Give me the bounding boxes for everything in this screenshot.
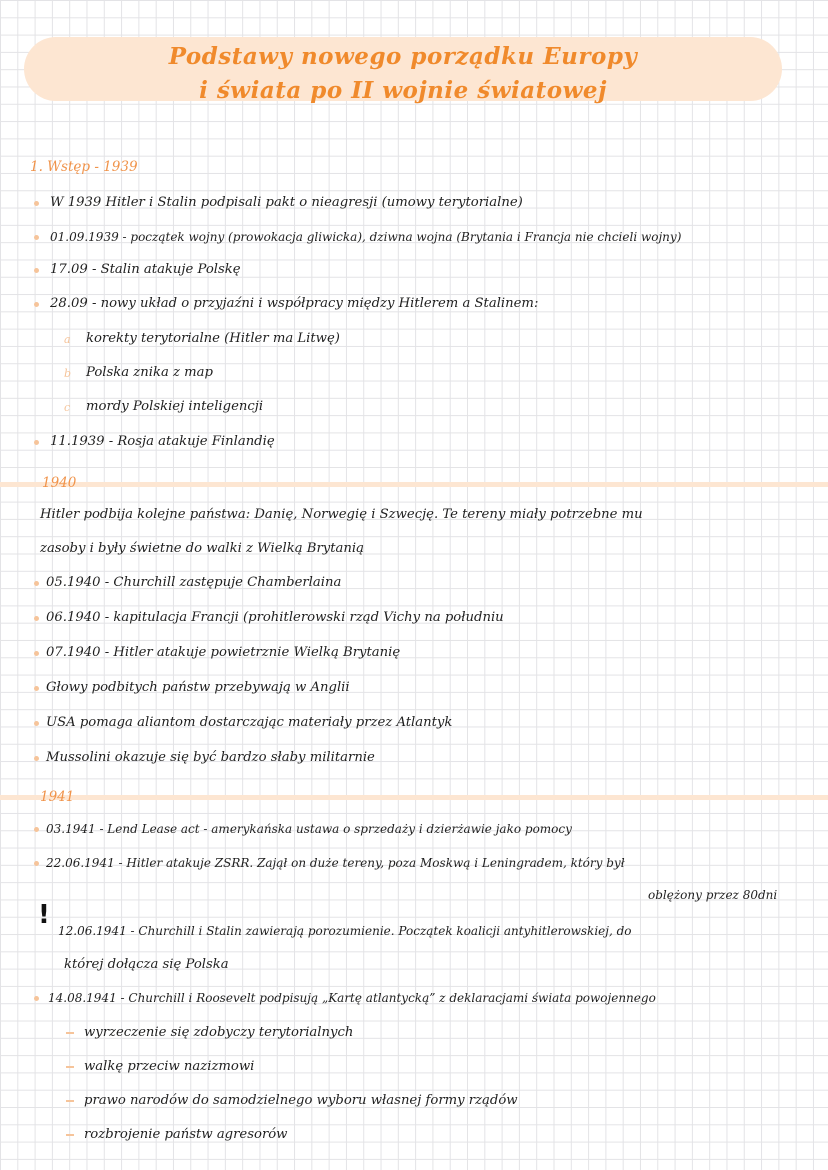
list-marker-a: a — [64, 333, 71, 346]
bullet-dot — [34, 996, 39, 1001]
list-dash — [66, 1066, 74, 1068]
bullet-dot — [34, 756, 39, 761]
list-dash — [66, 1134, 74, 1136]
list-marker-b: b — [64, 367, 72, 380]
note-line-continued: oblężony przez 80dni — [648, 888, 778, 902]
note-line: 11.1939 - Rosja atakuje Finlandię — [50, 434, 275, 449]
list-dash — [66, 1100, 74, 1102]
note-line: W 1939 Hitler i Stalin podpisali pakt o nieagresji (umowy terytorialne) — [50, 195, 523, 210]
note-subitem: Polska znika z map — [86, 365, 213, 380]
note-line: 01.09.1939 - początek wojny (prowokacja gliwicka), dziwna wojna (Brytania i Francja nie chcieli wojny) — [50, 230, 682, 244]
note-subitem: mordy Polskiej inteligencji — [86, 399, 264, 414]
bullet-dot — [34, 235, 39, 240]
bullet-dot — [34, 581, 39, 586]
bullet-dot — [34, 616, 39, 621]
bullet-dot — [34, 201, 39, 206]
note-line: 06.1940 - kapitulacja Francji (prohitlerowski rząd Vichy na południu — [46, 610, 504, 625]
note-subitem: korekty terytorialne (Hitler ma Litwę) — [86, 331, 340, 346]
note-subitem: wyrzeczenie się zdobyczy terytorialnych — [84, 1025, 354, 1040]
note-line: Głowy podbitych państw przebywają w Anglii — [46, 680, 350, 695]
note-line: 12.06.1941 - Churchill i Stalin zawierają porozumienie. Początek koalicji antyhitlerowskiej, do — [58, 924, 632, 938]
note-subitem: rozbrojenie państw agresorów — [84, 1127, 288, 1142]
note-line: zasoby i były świetne do walki z Wielką Brytanią — [40, 541, 364, 556]
page-title — [24, 40, 782, 108]
bullet-dot — [34, 686, 39, 691]
exclamation-icon: ! — [38, 900, 50, 930]
list-dash — [66, 1032, 74, 1034]
bullet-dot — [34, 440, 39, 445]
note-line: Mussolini okazuje się być bardzo słaby militarnie — [46, 750, 375, 765]
list-marker-c: c — [64, 401, 71, 414]
note-line: 28.09 - nowy układ o przyjaźni i współpracy między Hitlerem a Stalinem: — [50, 296, 539, 311]
bullet-dot — [34, 827, 39, 832]
note-line: 17.09 - Stalin atakuje Polskę — [50, 262, 241, 277]
section-heading-intro: 1. Wstęp - 1939 — [30, 159, 138, 175]
section-heading-1940: 1940 — [42, 475, 77, 491]
section-divider — [0, 482, 828, 487]
title-line-2: i świata po II wojnie światowej — [199, 77, 607, 104]
note-line: 14.08.1941 - Churchill i Roosevelt podpisują „Kartę atlantycką” z deklaracjami świata powojennego — [48, 991, 656, 1005]
note-subitem: walkę przeciw nazizmowi — [84, 1059, 255, 1074]
section-heading-1941: 1941 — [40, 789, 75, 805]
note-line-continued: której dołącza się Polska — [64, 957, 229, 972]
bullet-dot — [34, 268, 39, 273]
note-line: 05.1940 - Churchill zastępuje Chamberlaina — [46, 575, 342, 590]
title-line-1: Podstawy nowego porządku Europy — [168, 43, 638, 70]
section-divider — [0, 795, 828, 800]
bullet-dot — [34, 861, 39, 866]
note-line: 07.1940 - Hitler atakuje powietrznie Wielką Brytanię — [46, 645, 401, 660]
note-line: 03.1941 - Lend Lease act - amerykańska ustawa o sprzedaży i dzierżawie jako pomocy — [46, 822, 572, 836]
bullet-dot — [34, 721, 39, 726]
bullet-dot — [34, 302, 39, 307]
note-line: USA pomaga aliantom dostarczając materiały przez Atlantyk — [46, 715, 453, 730]
note-line: Hitler podbija kolejne państwa: Danię, Norwegię i Szwecję. Te tereny miały potrzebne mu — [40, 507, 643, 522]
note-line: 22.06.1941 - Hitler atakuje ZSRR. Zajął on duże tereny, poza Moskwą i Leningradem, który był — [46, 856, 625, 870]
bullet-dot — [34, 651, 39, 656]
note-subitem: prawo narodów do samodzielnego wyboru własnej formy rządów — [84, 1093, 518, 1108]
